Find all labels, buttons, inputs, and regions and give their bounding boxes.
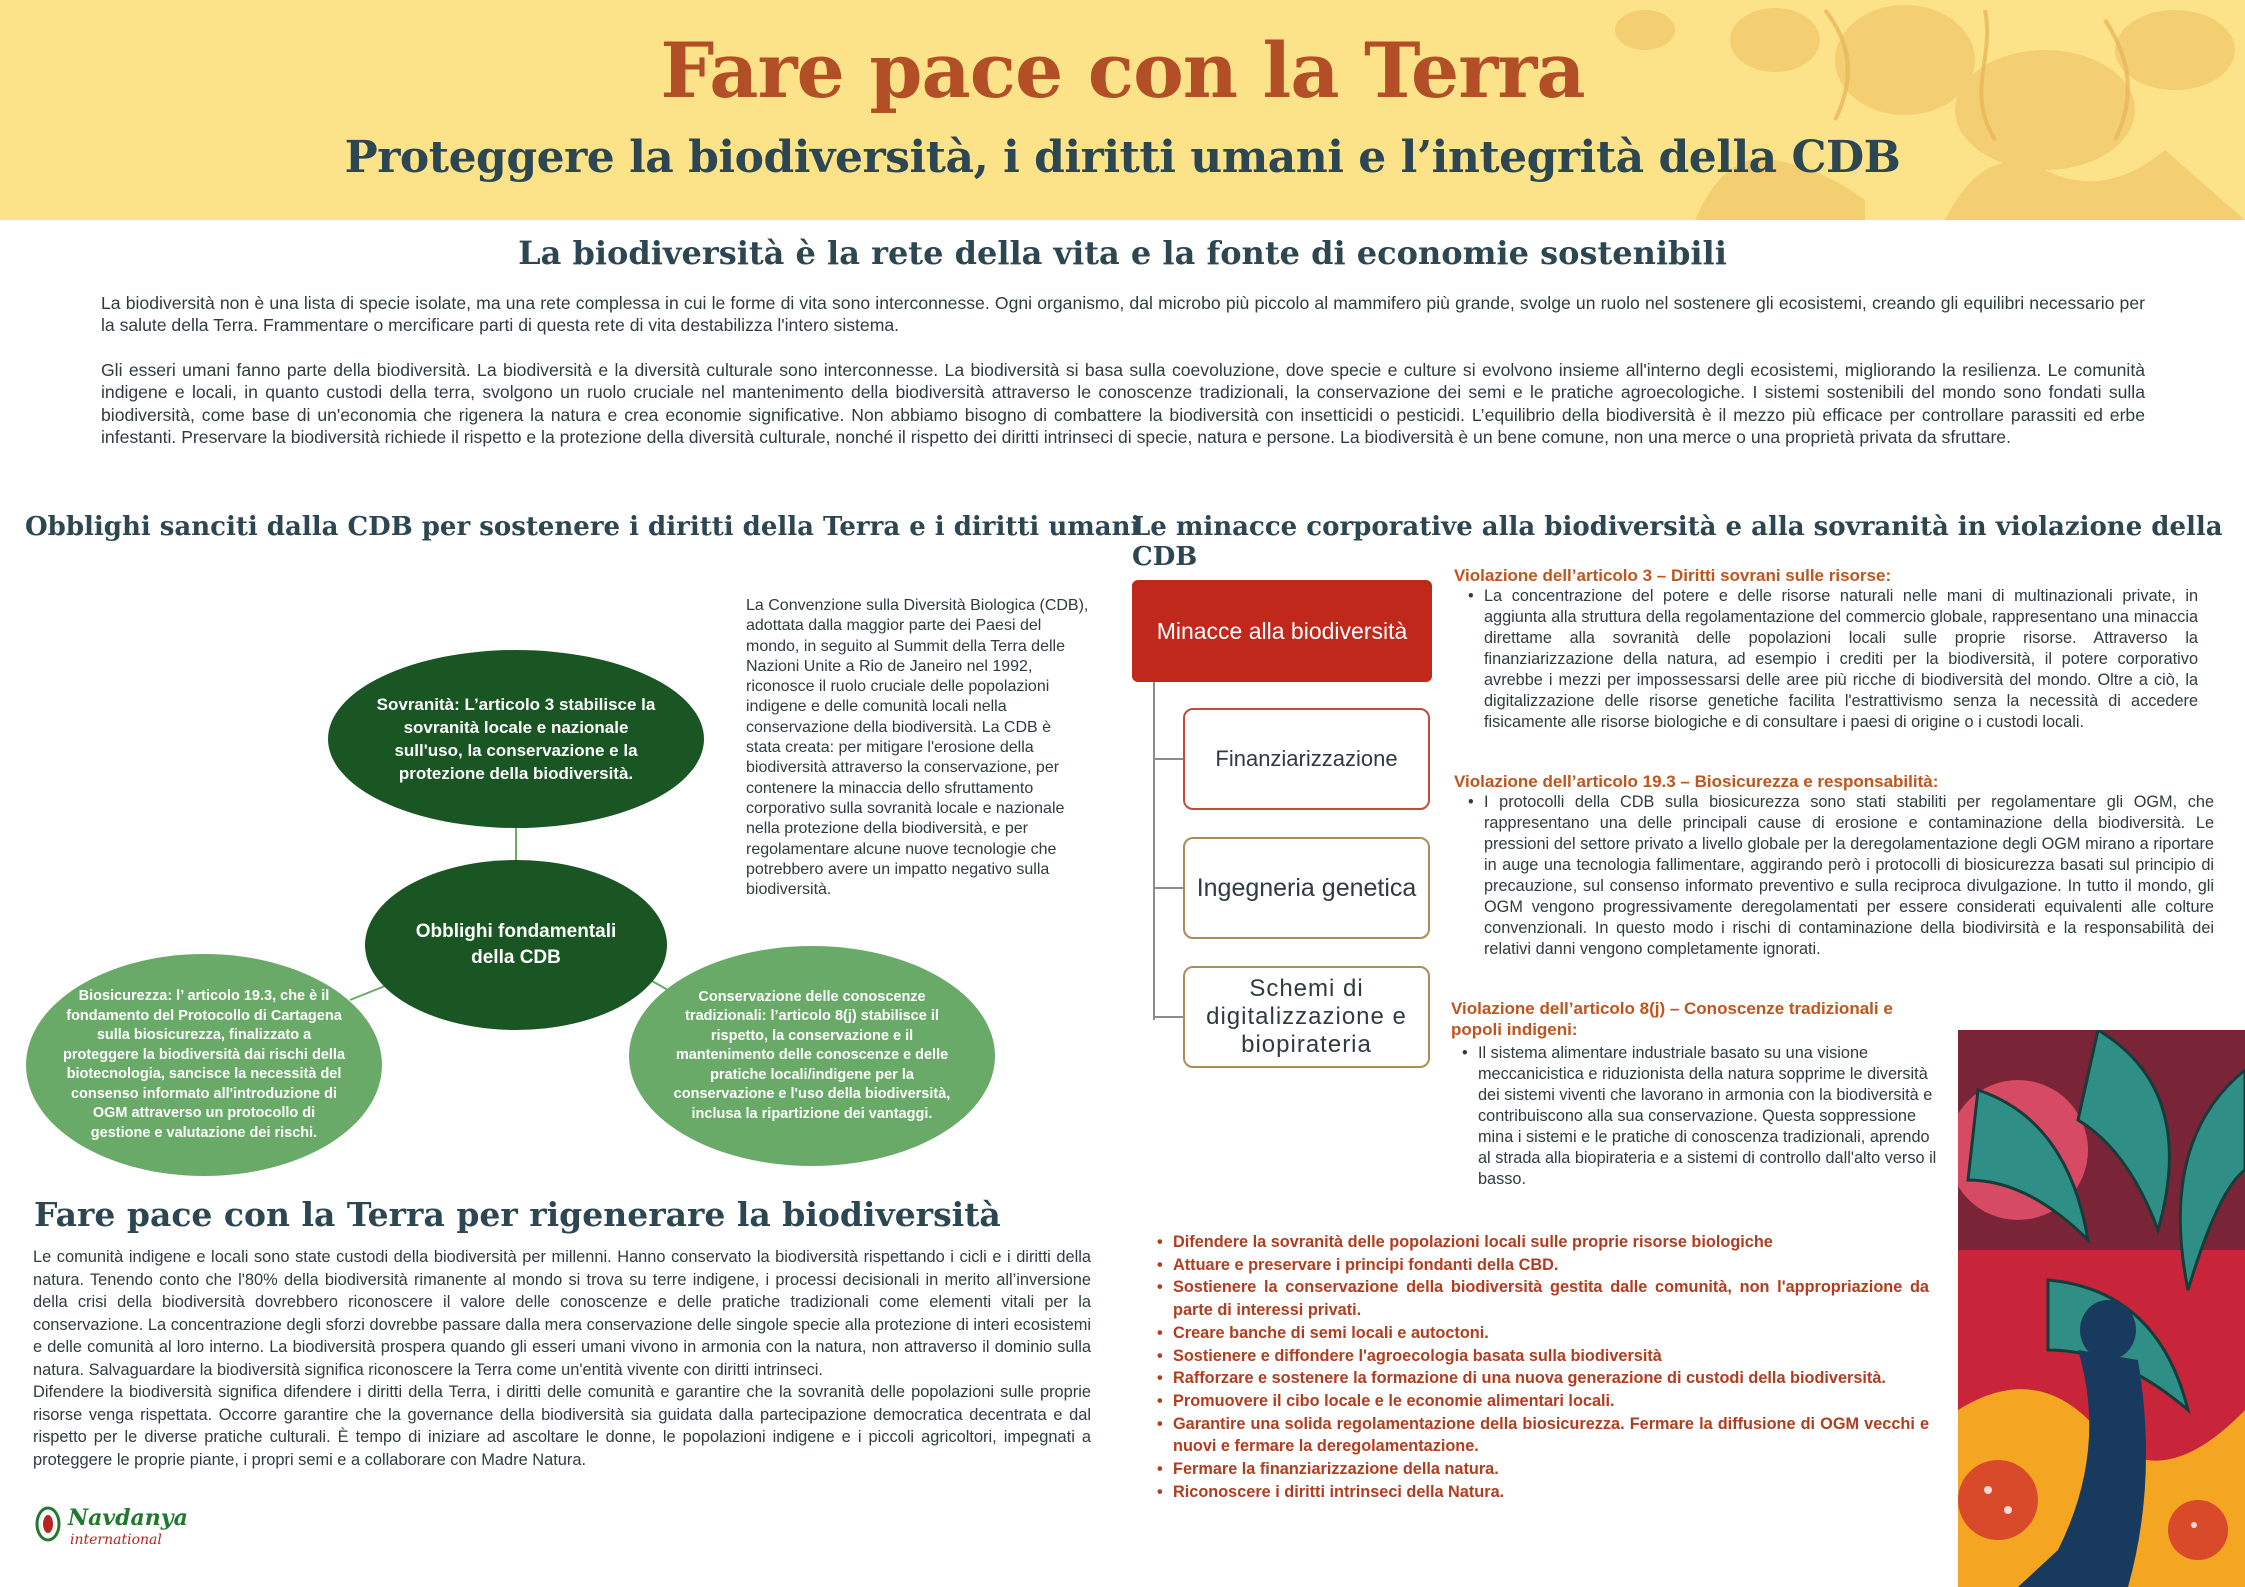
regenerate-paragraph-1: Le comunità indigene e locali sono state custodi della biodiversità per millenni. Hanno conservato la biodiversità rispettando i cicli e i diritti della natura. Tenendo conto che l'80% della biodiversità rimanente al mondo si trova su terre indigene, i processi decisionali in merito all’inversione della crisi della biodiversità dovrebbero riconoscere il valore delle conoscenze e delle pratiche tradizionali come elementi vitali per la conservazione. La concentrazione degli sforzi dovrebbe passare dalla mera conservazione delle singole specie alla protezione di interi ecosistemi e delle comunità al loro interno. La biodiversità prospera quando gli esseri umani vivono in armonia con la natura, non attraverso il dominio sulla natura. Salvaguardare la biodiversità significa riconoscere la Terra come un'entità vivente con diritti intrinseci. <box>33 1248 1091 1379</box>
violation-art8j-text: • Il sistema alimentare industriale basato su una visione meccanicistica e riduzionista della natura sopprime le diversità dei sistemi viventi che lavorano in armonia con la biodiversità e contribuiscono alla sua conservazione. Questa soppressione mina i sistemi e le pratiche di conoscenza tradizionali, aprendo al strada alla biopirateria e a sistemi di controllo dall'alto verso il basso. <box>1478 1043 1938 1190</box>
cdb-description: La Convenzione sulla Diversità Biologica (CDB), adottata dalla maggior parte dei Paesi del mondo, in seguito al Summit della Terra delle Nazioni Unite a Rio de Janeiro nel 1992, riconosce il ruolo cruciale delle popolazioni indigene e delle comunità locali nella conservazione della biodiversità. La CDB è stata creata: per mitigare l'erosione della biodiversità attraverso la conservazione, per contenere la minaccia dello sfruttamento corporativo sulla sovranità locale e nazionale nella protezione della biodiversità, e per regolamentare alcune nuove tecnologie che potrebbero avere un impatto negativo sulla biodiversità. <box>746 597 1089 899</box>
section-title-threats: Le minacce corporative alla biodiversità e alla sovranità in violazione della CDB <box>1132 512 2223 572</box>
threat-financialization-box: Finanziarizzazione <box>1183 708 1430 810</box>
action-item: • Attuare e preservare i principi fondanti della CBD. <box>1173 1254 1929 1277</box>
main-subtitle: Proteggere la biodiversità, i diritti umani e l’integrità della CDB <box>344 132 1901 183</box>
action-item: • Garantire una solida regolamentazione della biosicurezza. Fermare la diffusione di OGM vecchi e nuovi e fermare la deregolamentazione. <box>1173 1413 1929 1458</box>
action-item: • Sostienere la conservazione della biodiversità gestita dalle comunità, non l'appropriazione da parte di interessi privati. <box>1173 1276 1929 1321</box>
seed-logo-icon <box>34 1504 62 1544</box>
violation-art8j-heading: Violazione dell’articolo 8(j) – Conoscenze tradizionali e popoli indigeni: <box>1451 999 1893 1039</box>
actions-list <box>1173 1231 1929 1503</box>
action-item: • Sostienere e diffondere l'agroecologia basata sulla biodiversità <box>1173 1345 1929 1368</box>
navdanya-logo <box>34 1502 204 1552</box>
oval-biosafety <box>26 954 382 1176</box>
oval-sovereignty-text: Sovranità: L’articolo 3 stabilisce la sovranità locale e nazionale sull'uso, la conservazione e la protezione della biodiversità. <box>376 695 656 783</box>
action-item: • Fermare la finanziarizzazione della natura. <box>1173 1458 1929 1481</box>
action-item: • Promuovere il cibo locale e le economie alimentari locali. <box>1173 1390 1929 1413</box>
threat-genetic-engineering-box: Ingegneria genetica <box>1183 837 1430 939</box>
section-title-regenerate: Fare pace con la Terra per rigenerare la biodiversità <box>34 1195 1001 1234</box>
section-title-biodiversity: La biodiversità è la rete della vita e la fonte di economie sostenibili <box>518 234 1727 272</box>
oval-sovereignty <box>328 650 704 828</box>
logo-subtitle: international <box>70 1532 162 1548</box>
main-title: Fare pace con la Terra <box>660 26 1585 115</box>
violation-art19-text: • I protocolli della CDB sulla biosicurezza sono stati stabiliti per regolamentare gli OGM, che rappresentano una delle principali cause di erosione e contaminazione della biodiversità. Le pressioni del settore privato a livello globale per la deregolamentazione degli OGM mirano a riportare in auge una tecnologia fallimentare, aggirando però i protocolli di biosicurezza basati sul principio di precauzione, sul consenso informato preventivo e sulla reciproca divulgazione. In tutto il mondo, gli OGM vengono progressivamente deregolamentati per essere considerati equivalenti alle colture convenzionali. In questo modo i rischi di contaminazione della biodivirsità e la responsabilità dei relativi danni vengono completamente ignorati. <box>1484 792 2214 960</box>
illustration-women-plants-icon <box>1958 1030 2245 1587</box>
oval-traditional-knowledge <box>629 946 995 1166</box>
oval-knowledge-text: Conservazione delle conoscenze tradizionali: l’articolo 8(j) stabilisce il rispetto, la conservazione e il mantenimento delle conoscenze e delle pratiche locali/indigene per la conservazione e l'uso della biodiversità, inclusa la ripartizione dei vantaggi. <box>673 988 951 1122</box>
oval-biosafety-text: Biosicurezza: l’ articolo 19.3, che è il fondamento del Protocollo di Cartagena sulla biosicurezza, finalizzato a proteggere la biodiversità dai rischi della biotecnologia, sancisce la necessità del consenso informato all'introduzione di OGM attraverso un protocollo di gestione e valutazione dei rischi. <box>62 988 346 1141</box>
action-item: • Riconoscere i diritti intrinseci della Natura. <box>1173 1481 1929 1504</box>
threats-tree <box>1130 580 1450 1080</box>
logo-name: Navdanya <box>68 1505 188 1531</box>
violation-art3-text: • La concentrazione del potere e delle risorse naturali nelle mani di multinazionali private, in aggiunta alla struttura della regolamentazione del commercio globale, rappresentano una minaccia direttame alla sovranità delle popolazioni locali sulle proprie risorse. Attraverso la finanziarizzazione della natura, ad esempio i crediti per la biodiversità, il potere corporativo avrebbe i mezzi per impossessarsi delle aree più ricche di biodiversità del mondo. Oltre a ciò, la digitalizzazione delle risorse genetiche facilita l'estrattivismo senza la necessità di accedere fisicamente alle risorse biologiche e di consultare i paesi di origine o i custodi locali. <box>1484 586 2198 733</box>
action-item: • Difendere la sovranità delle popolazioni locali sulle proprie risorse biologiche <box>1173 1231 1929 1254</box>
action-item: • Rafforzare e sostenere la formazione di una nuova generazione di custodi della biodiversità. <box>1173 1367 1929 1390</box>
oval-core-text: Obblighi fondamentali della CDB <box>415 921 617 968</box>
violation-art3-heading: Violazione dell’articolo 3 – Diritti sovrani sulle risorse: <box>1454 566 1892 585</box>
violation-art19-heading: Violazione dell’articolo 19.3 – Biosicurezza e responsabilità: <box>1454 772 1939 791</box>
intro-paragraph-2: Gli esseri umani fanno parte della biodiversità. La biodiversità e la diversità culturale sono interconnesse. La biodiversità si basa sulla coevoluzione, dove specie e culture si evolvono insieme all'interno degli ecosistemi, migliorando la resilienza. Le comunità indigene e locali, in quanto custodi della terra, svolgono un ruolo cruciale nel mantenimento della biodiversità attraverso le conoscenze tradizionali, la conservazione dei semi e le pratiche agroecologiche. I sistemi sostenibili del mondo sono fondati sulla biodiversità, come base di un'economia che rigenera la natura e crea economie significative. Non abbiamo bisogno di combattere la biodiversità con insetticidi o pesticidi. L’equilibrio della biodiversità è il mezzo più efficace per controllare parassiti ed erbe infestanti. Preservare la biodiversità richiede il rispetto e la protezione della diversità culturale, nonché il rispetto dei diritti intrinseci di specie, natura e persone. La biodiversità è un bene comune, non una merce o una proprietà privata da sfruttare. <box>101 360 2145 448</box>
action-item: • Creare banche di semi locali e autoctoni. <box>1173 1322 1929 1345</box>
oval-core-obligations <box>365 860 667 1030</box>
regenerate-text <box>33 1246 1091 1471</box>
header-banner <box>0 0 2245 220</box>
section-title-obligations: Obblighi sanciti dalla CDB per sostenere i diritti della Terra e i diritti umani <box>25 512 1141 542</box>
threats-root-box: Minacce alla biodiversità <box>1132 580 1432 682</box>
threat-digitalization-box: Schemi di digitalizzazione e biopirateria <box>1183 966 1430 1068</box>
regenerate-paragraph-2: Difendere la biodiversità significa difendere i diritti della Terra, i diritti delle comunità e garantire che la sovranità delle popolazioni sulle proprie risorse venga rispettata. Occorre garantire che la governance della biodiversità sia guidata dalla partecipazione democratica decentrata e dal rispetto per le diverse pratiche culturali. È tempo di iniziare ad ascoltare le donne, le popolazioni indigene e i piccoli agricoltori, impegnati a proteggere le proprie piante, i propri semi e a collaborare con Madre Natura. <box>33 1383 1091 1469</box>
intro-paragraph-1: La biodiversità non è una lista di specie isolate, ma una rete complessa in cui le forme di vita sono interconnesse. Ogni organismo, dal microbo più piccolo al mammifero più grande, svolge un ruolo nel sostenere gli ecosistemi, creando gli equilibri necessario per la salute della Terra. Frammentare o mercificare parti di questa rete di vita destabilizza l'intero sistema. <box>101 293 2145 336</box>
